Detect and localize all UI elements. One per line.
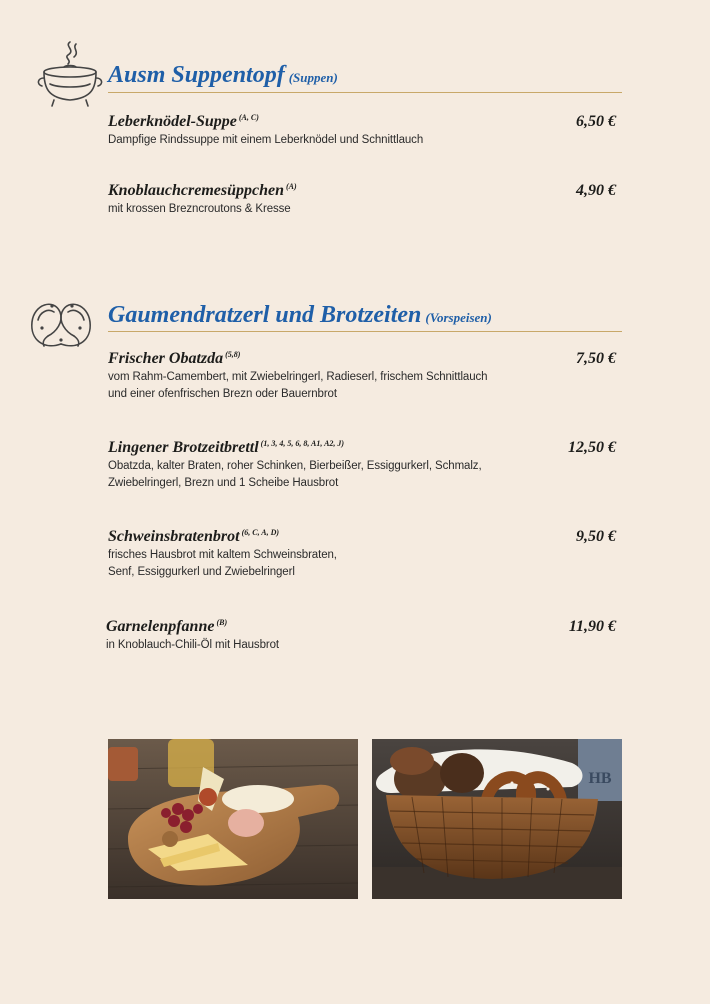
item-name: Garnelenpfanne bbox=[106, 618, 215, 635]
section-title-starters bbox=[108, 302, 492, 329]
section-subtitle: (Vorspeisen) bbox=[425, 310, 492, 325]
menu-item-frischer-obatzda bbox=[108, 350, 616, 403]
item-name-wrap bbox=[108, 182, 616, 200]
item-description bbox=[108, 369, 616, 403]
item-description-line: vom Rahm-Camembert, mit Zwiebelringerl, Radieserl, frischem Schnittlauch bbox=[108, 371, 488, 383]
item-price: 12,50 € bbox=[568, 439, 616, 456]
item-description-line: Obatzda, kalter Braten, roher Schinken, Bierbeißer, Essiggurkerl, Schmalz, bbox=[108, 460, 482, 472]
soup-pot-icon bbox=[34, 38, 106, 110]
menu-item-leberknoedel-suppe bbox=[108, 113, 616, 149]
item-price: 6,50 € bbox=[576, 113, 616, 130]
item-name-wrap bbox=[108, 113, 616, 131]
item-name: Leberknödel-Suppe bbox=[108, 113, 237, 130]
item-description bbox=[106, 637, 616, 654]
brand-mark: HB bbox=[588, 770, 612, 787]
cheese-board-photo bbox=[108, 739, 358, 899]
menu-item-lingener-brotzeitbrettl bbox=[108, 439, 616, 492]
pretzel-icon bbox=[26, 292, 96, 354]
item-description bbox=[108, 132, 616, 149]
item-description bbox=[108, 547, 616, 581]
section-title-soups bbox=[108, 62, 338, 89]
item-name: Frischer Obatzda bbox=[108, 350, 224, 367]
item-price: 4,90 € bbox=[576, 182, 616, 199]
item-description bbox=[108, 458, 616, 492]
item-name: Knoblauchcremesüppchen bbox=[108, 182, 285, 199]
menu-item-garnelenpfanne bbox=[106, 618, 616, 654]
item-name-wrap bbox=[106, 618, 616, 636]
item-allergens: (6, C, A, D) bbox=[241, 528, 280, 537]
item-description-line: frisches Hausbrot mit kaltem Schweinsbraten, bbox=[108, 549, 337, 561]
item-price: 11,90 € bbox=[568, 618, 616, 635]
item-name: Lingener Brotzeitbrettl bbox=[108, 439, 259, 456]
item-description bbox=[108, 201, 616, 218]
section-title-text: Ausm Suppentopf bbox=[108, 62, 285, 88]
item-allergens: (1, 3, 4, 5, 6, 8, A1, A2, J) bbox=[260, 439, 345, 448]
section-title-text: Gaumendratzerl und Brotzeiten bbox=[108, 302, 422, 328]
item-description-line: und einer ofenfrischen Brezn oder Bauernbrot bbox=[108, 388, 337, 400]
section-divider bbox=[108, 331, 622, 332]
item-description-line: Dampfige Rindssuppe mit einem Leberknödel und Schnittlauch bbox=[108, 134, 424, 146]
item-price: 7,50 € bbox=[576, 350, 616, 367]
item-price: 9,50 € bbox=[576, 528, 616, 545]
item-name-wrap bbox=[108, 528, 616, 546]
item-description-line: Zwiebelringerl, Brezn und 1 Scheibe Hausbrot bbox=[108, 477, 339, 489]
menu-item-knoblauchcremesueppchen bbox=[108, 182, 616, 218]
menu-item-schweinsbratenbrot bbox=[108, 528, 616, 581]
item-allergens: (A) bbox=[286, 182, 297, 191]
section-divider bbox=[108, 92, 622, 93]
item-allergens: (A, C) bbox=[238, 113, 259, 122]
item-description-line: mit krossen Brezncroutons & Kresse bbox=[108, 203, 291, 215]
bread-basket-photo bbox=[372, 739, 622, 899]
item-name-wrap bbox=[108, 439, 616, 457]
item-allergens: (5,8) bbox=[225, 350, 241, 359]
item-name-wrap bbox=[108, 350, 616, 368]
item-description-line: in Knoblauch-Chili-Öl mit Hausbrot bbox=[106, 639, 280, 651]
item-description-line: Senf, Essiggurkerl und Zwiebelringerl bbox=[108, 566, 295, 578]
item-name: Schweinsbratenbrot bbox=[108, 528, 240, 545]
section-subtitle: (Suppen) bbox=[288, 70, 338, 85]
item-allergens: (B) bbox=[216, 618, 228, 627]
